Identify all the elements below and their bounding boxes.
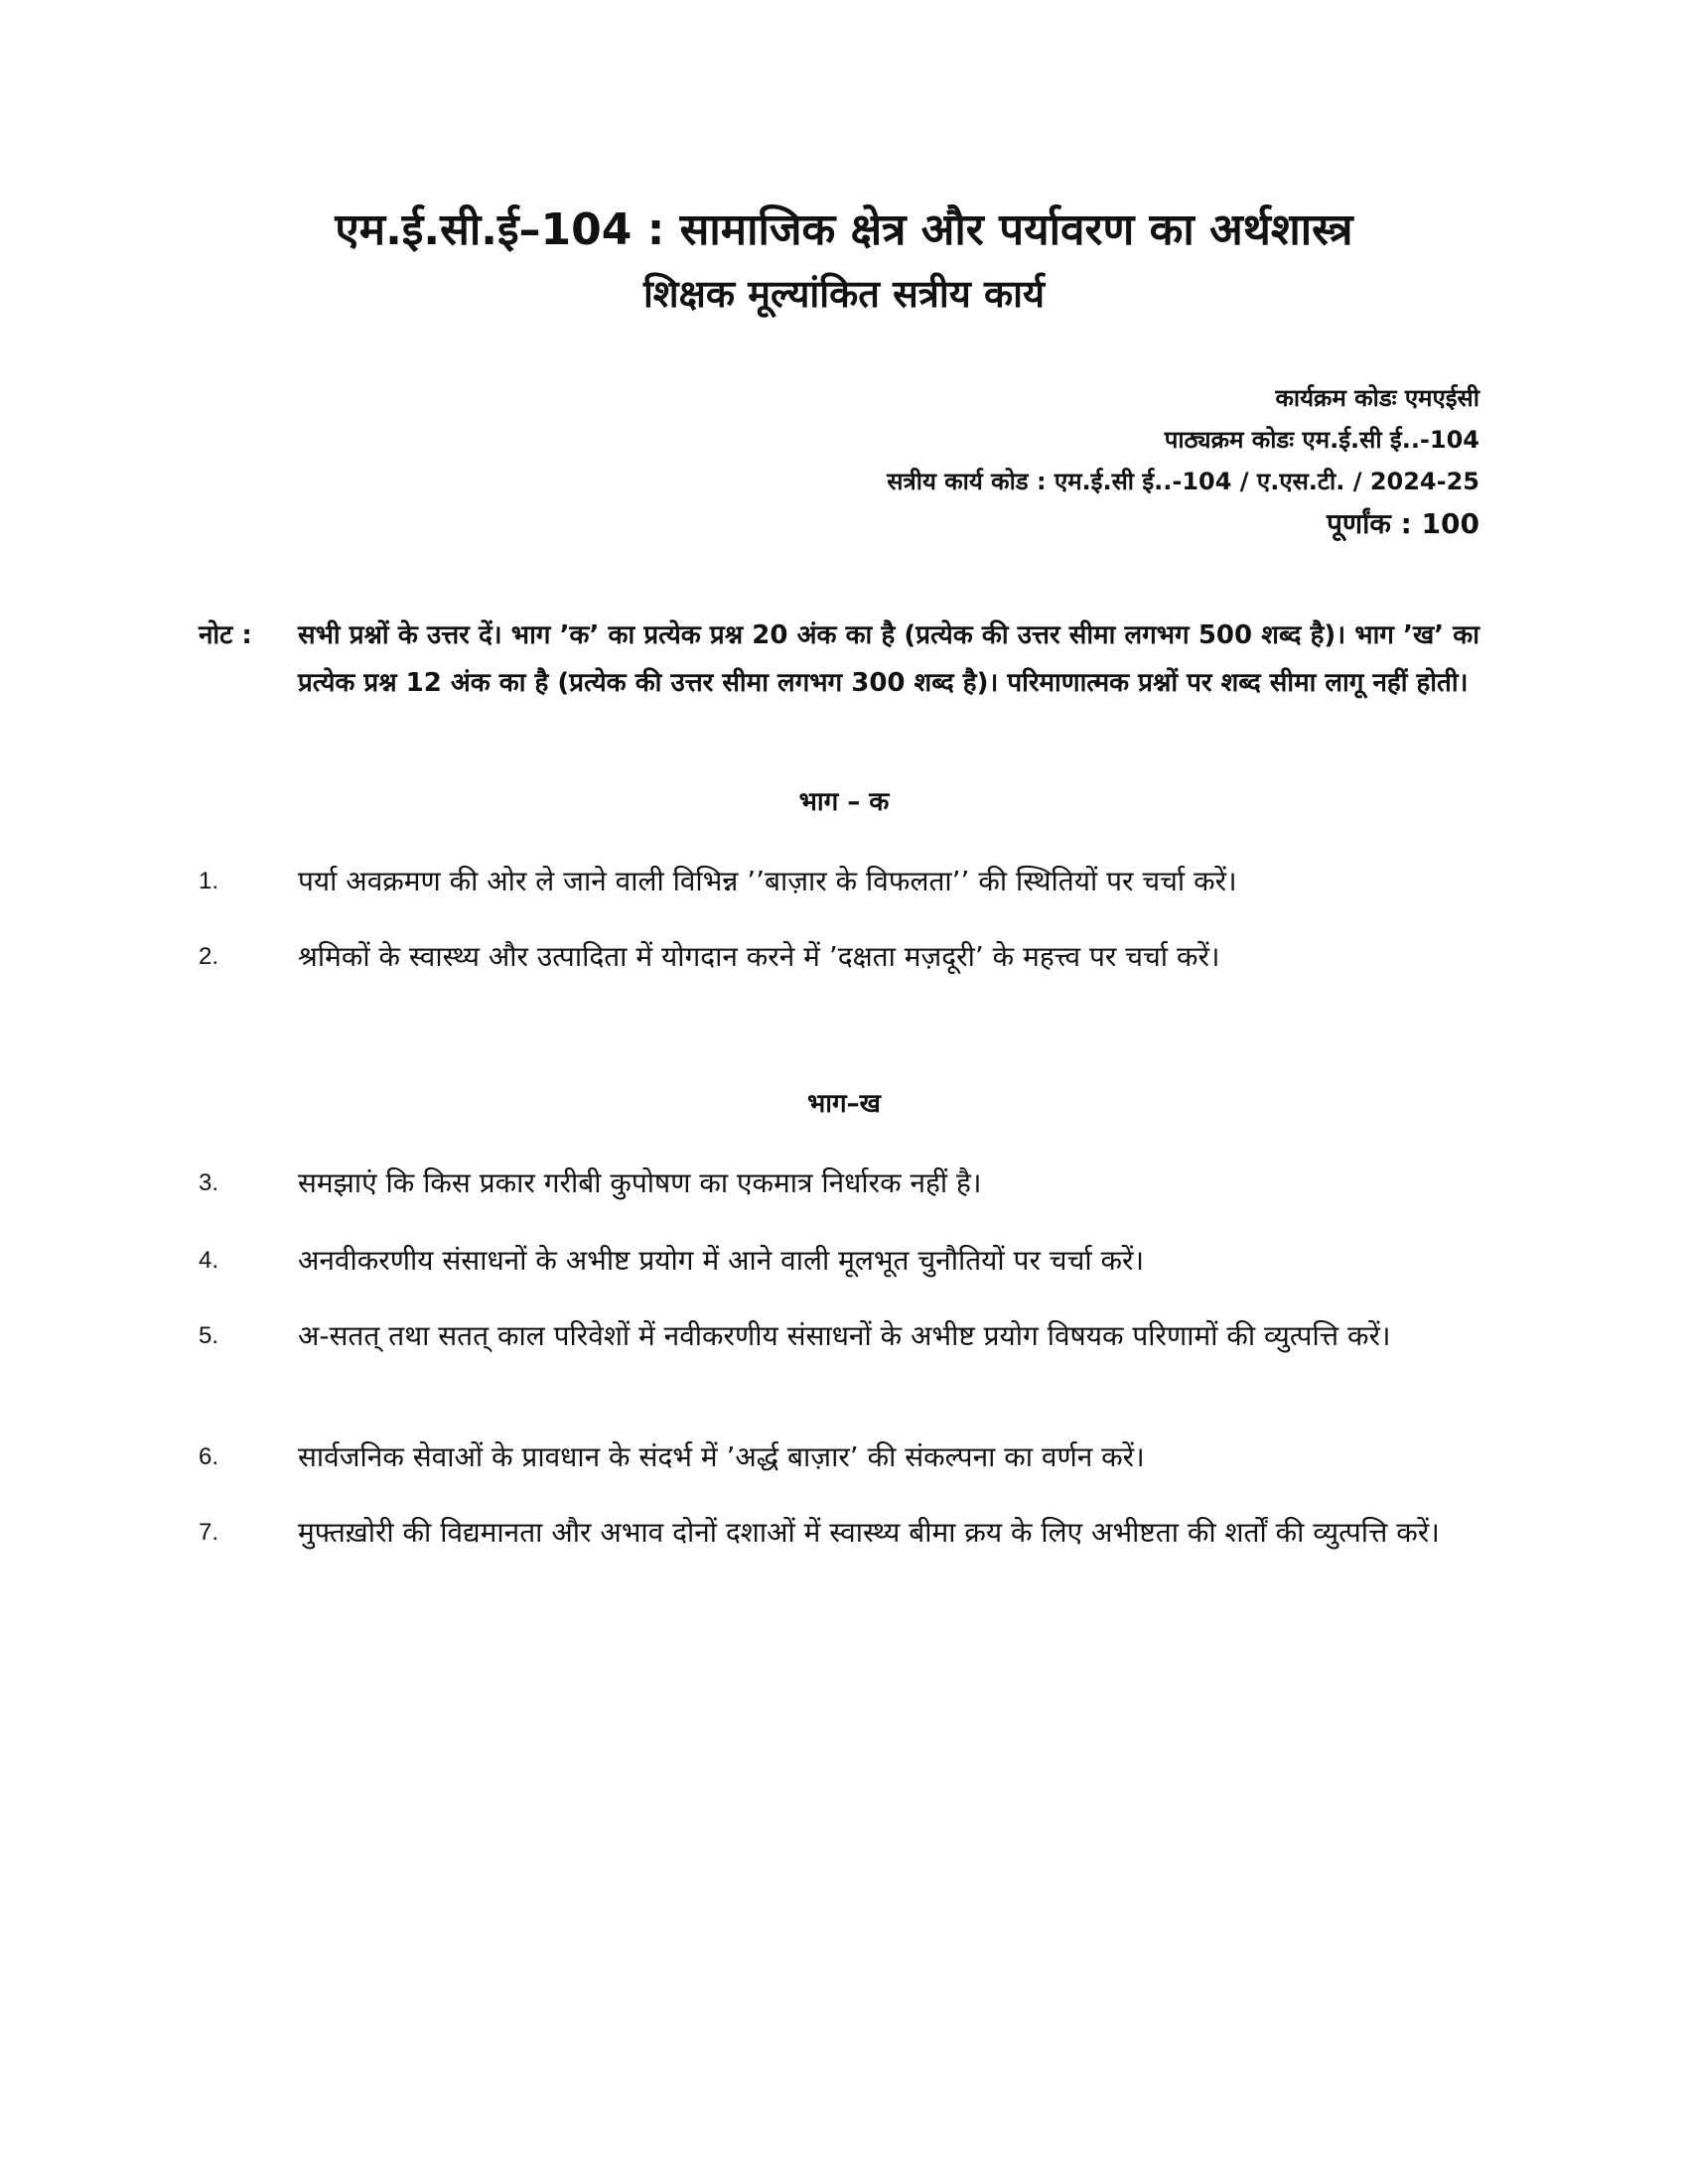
page-title: एम.ई.सी.ई–104 : सामाजिक क्षेत्र और पर्यावरण का अर्थशास्त्र	[335, 205, 1353, 255]
max-marks: पूर्णांक : 100	[1326, 507, 1479, 540]
section-a-heading: भाग – क	[798, 787, 890, 817]
question-number: 6.	[199, 1443, 219, 1470]
question-number: 3.	[199, 1169, 219, 1196]
page-subtitle: शिक्षक मूल्यांकित सत्रीय कार्य	[642, 272, 1046, 316]
question-text: मुफ्तख़ोरी की विद्यमानता और अभाव दोनों दशाओं में स्वास्थ्य बीमा क्रय के लिए अभीष्टता की शर्तों की व्युत्पत्ति करें।	[298, 1516, 1440, 1549]
question-number: 1.	[199, 868, 219, 894]
question-text: अनवीकरणीय संसाधनों के अभीष्ट प्रयोग में आने वाली मूलभूत चुनौतियों पर चर्चा करें।	[298, 1244, 1145, 1277]
question-number: 5.	[199, 1322, 219, 1349]
question-number: 2.	[199, 943, 219, 970]
question-text: सार्वजनिक सेवाओं के प्रावधान के संदर्भ में ’अर्द्ध बाज़ार’ की संकल्पना का वर्णन करें।	[298, 1440, 1145, 1473]
note-label: नोट :	[199, 620, 252, 650]
question-text: श्रमिकों के स्वास्थ्य और उत्पादिता में योगदान करने में ’दक्षता मज़दूरी’ के महत्त्व पर चर्चा करें।	[298, 940, 1220, 973]
programme-code: कार्यक्रम कोडः एमएईसी	[1275, 384, 1479, 412]
course-meta	[887, 377, 1479, 546]
note-text: सभी प्रश्नों के उत्तर दें। भाग ’क’ का प्रत्येक प्रश्न 20 अंक का है (प्रत्येक की उत्तर सीमा लगभग 500 शब्द है)। भाग ’ख’ का प्रत्येक प्रश्न 12 अंक का है (प्रत्येक की उत्तर सीमा लगभग 300 शब्द है)। परिमाणात्मक प्रश्नों पर शब्द सीमा लागू नहीं होती।	[298, 620, 1479, 698]
assignment-code: सत्रीय कार्य कोड : एम.ई.सी ई..-104 / ए.एस.टी. / 2024-25	[887, 468, 1479, 495]
question-text: पर्या अवक्रमण की ओर ले जाने वाली विभिन्न ’’बाज़ार के विफलता’’ की स्थितियों पर चर्चा करें।	[298, 865, 1237, 897]
question-text: समझाएं कि किस प्रकार गरीबी कुपोषण का एकमात्र निर्धारक नहीं है।	[298, 1166, 982, 1199]
question-number: 7.	[199, 1519, 219, 1546]
section-b-heading: भाग–ख	[807, 1089, 881, 1119]
course-code: पाठ्यक्रम कोडः एम.ई.सी ई..-104	[1164, 426, 1479, 454]
question-text: अ-सतत् तथा सतत् काल परिवेशों में नवीकरणीय संसाधनों के अभीष्ट प्रयोग विषयक परिणामों की व्युत्पत्ति करें।	[298, 1319, 1391, 1352]
question-number: 4.	[199, 1247, 219, 1274]
